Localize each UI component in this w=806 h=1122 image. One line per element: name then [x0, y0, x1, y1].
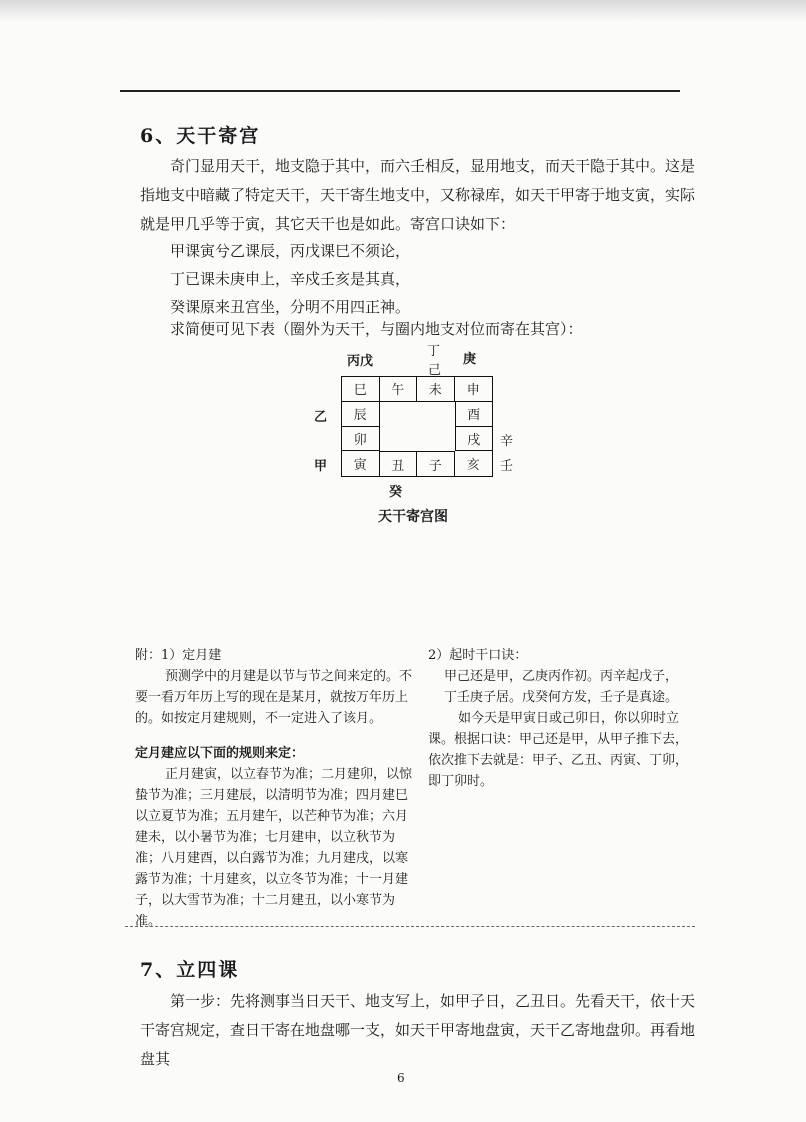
- stem-palace-grid: [341, 376, 493, 477]
- grid-cell-hai: 亥: [466, 458, 480, 474]
- hour-example: 如今天是甲寅日或己卯日，你以卯时立课。根据口诀：甲己还是甲，从甲子推下去，依次推下去就是：甲子、乙丑、丙寅、丁卯，即丁卯时。: [428, 711, 689, 789]
- section-7-text: 第一步：先将测事当日天干、地支写上，如甲子日，乙丑日。先看天干，依十天干寄宫规定，查日干寄在地盘哪一支，如天干甲寄地盘寅，天干乙寄地盘卯。再看地盘其: [140, 992, 696, 1068]
- hour-verse-2: 丁壬庚子居。戊癸何方发，壬子是真途。: [444, 690, 679, 705]
- grid-cell-shen: 申: [455, 377, 493, 402]
- outer-stem-bingwu: 丙戊: [347, 354, 374, 369]
- diagram-caption: 天干寄宫图: [378, 509, 448, 525]
- verse-line-3: 癸课原来丑宫坐，分明不用四正神。: [170, 298, 411, 316]
- appendix-right: [428, 645, 690, 792]
- verse-line-2: 丁已课未庚申上，辛戍壬亥是其真，: [170, 270, 411, 288]
- table-note: 求简便可见下表（圈外为天干，与圈内地支对位而寄在其宫）：: [170, 320, 583, 338]
- outer-stem-xin: 辛: [500, 434, 514, 449]
- section-6-intro: 奇门显用天干，地支隐于其中，而六壬相反，显用地支，而天干隐于其中。这是指地支中暗藏了特定天干，天干寄生地支中，又称禄库，如天干甲寄于地支寅，实际就是甲几乎等于寅，其它天干也是如此。寄宫口诀如下：: [140, 157, 696, 233]
- header-rule: [120, 90, 680, 92]
- grid-cell-zi: 子: [417, 451, 455, 476]
- grid-cell-wei: 未: [417, 377, 455, 402]
- outer-stem-geng: 庚: [463, 352, 477, 367]
- section-divider: [125, 926, 695, 927]
- page-number: 6: [397, 1071, 405, 1085]
- scan-edge: [0, 0, 806, 22]
- grid-cell-chou: 丑: [380, 451, 418, 476]
- grid-cell-si: 巳: [342, 377, 380, 402]
- outer-stem-gui: 癸: [389, 485, 403, 500]
- outer-stem-jia: 甲: [314, 459, 328, 474]
- outer-stem-ren: 壬: [500, 459, 514, 474]
- grid-cell-wu: 午: [380, 377, 418, 402]
- hour-verse-1: 甲己还是甲，乙庚丙作初。丙辛起戊子，: [444, 669, 679, 684]
- rule-heading: 定月建应以下面的规则来定：: [135, 746, 305, 761]
- grid-cell-mao: 卯: [342, 427, 380, 452]
- section-6-title: 6、天干寄宫: [140, 125, 261, 147]
- appendix-right-heading: 2）起时干口诀：: [428, 648, 528, 663]
- grid-cell-you: 酉: [455, 402, 493, 427]
- grid-cell-chen: 辰: [342, 402, 380, 427]
- outer-stem-yi: 乙: [314, 410, 328, 425]
- verse-line-1: 甲课寅兮乙课辰，丙戊课巳不须论，: [170, 242, 411, 260]
- appendix-left-heading: 附：1）定月建: [135, 648, 222, 663]
- section-7-title: 7、立四课: [140, 959, 240, 981]
- month-rules: 正月建寅，以立春节为准；二月建卯，以惊蛰节为准；三月建辰，以清明节为准；四月建巳以立夏节为准；五月建午，以芒种节为准；六月建未，以小暑节为准；七月建申，以立秋节为准；八月建酉，以白露节为准；九月建戌，以寒露节为准；十月建亥，以立冬节为准；十一月建子，以大雪节为准；十二月建丑，以小寒节为准。: [135, 767, 413, 929]
- outer-stem-ding: 丁: [427, 344, 441, 359]
- grid-cell-xu: 戌: [455, 427, 493, 452]
- outer-stem-ji: 己: [428, 363, 442, 378]
- appendix-left-para: 预测学中的月建是以节与节之间来定的。不要一看万年历上写的现在是某月，就按万年历上的。如按定月建规则，不一定进入了该月。: [135, 669, 413, 726]
- appendix-left: [135, 645, 420, 932]
- grid-cell-yin: 寅: [342, 451, 380, 476]
